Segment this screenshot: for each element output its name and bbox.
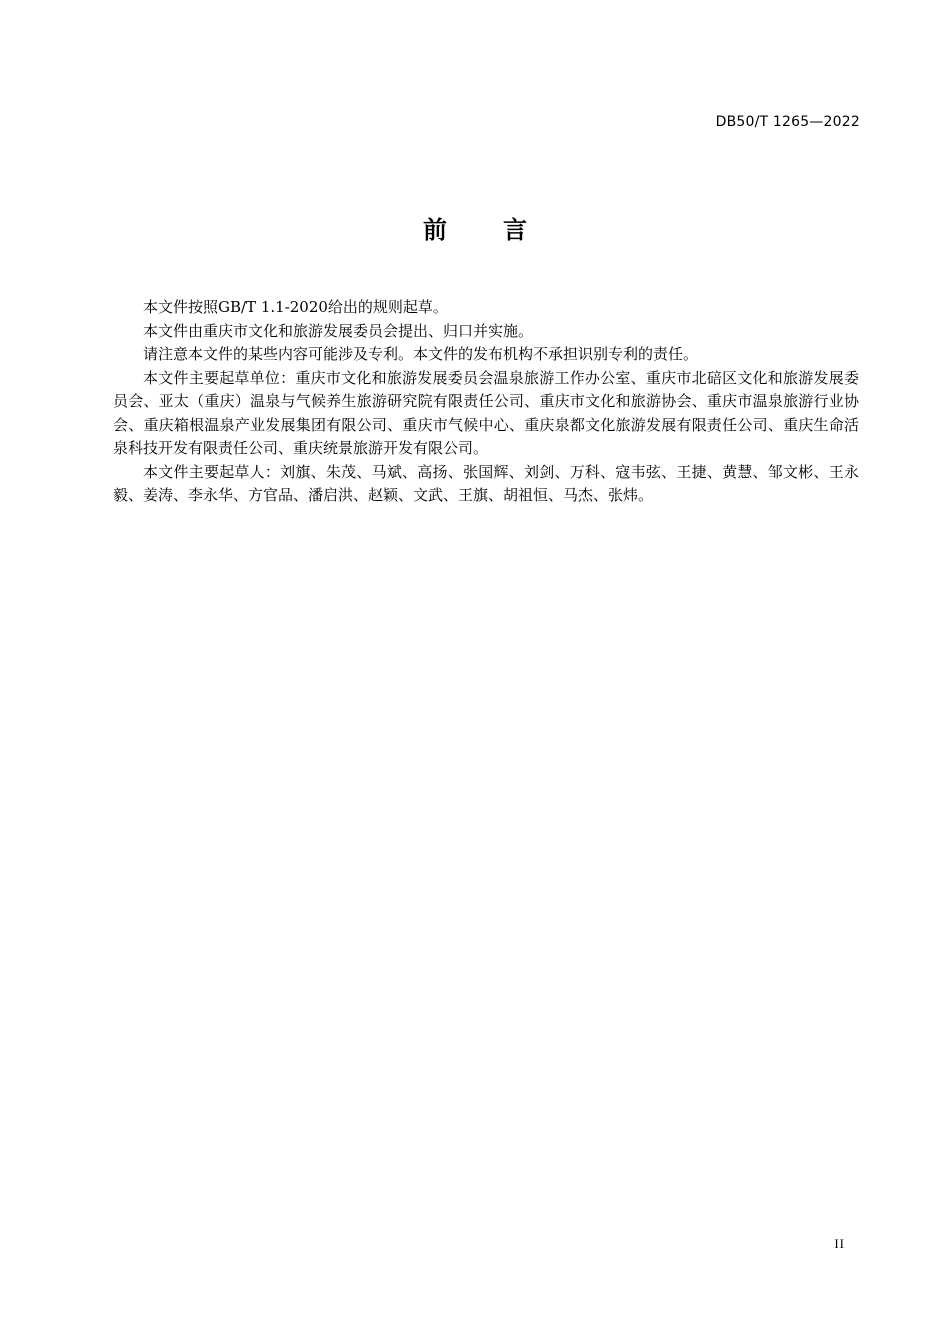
paragraph-drafting-rules: 本文件按照GB/T 1.1-2020给出的规则起草。 (143, 298, 448, 316)
paragraph-drafting-units: 本文件主要起草单位：重庆市文化和旅游发展委员会温泉旅游工作办公室、重庆市北碚区文化和旅游发展委员会、亚太（重庆）温泉与气候养生旅游研究院有限责任公司、重庆市文化和旅游协会、重庆市温泉旅游行业协会、重庆箱根温泉产业发展集团有限公司、重庆市气候中心、重庆泉都文化旅游发展有限责任公司、重庆生命活泉科技开发有限责任公司、重庆统景旅游开发有限公司。 (113, 368, 859, 457)
foreword-body (113, 296, 859, 508)
paragraph-proposer: 本文件由重庆市文化和旅游发展委员会提出、归口并实施。 (143, 321, 534, 340)
standard-code: DB50/T 1265—2022 (715, 114, 860, 130)
paragraph-patent-notice: 请注意本文件的某些内容可能涉及专利。本文件的发布机构不承担识别专利的责任。 (143, 345, 699, 363)
title-char-1: 前 (423, 216, 447, 244)
paragraph-drafters: 本文件主要起草人：刘旗、朱茂、马斌、高扬、张国辉、刘剑、万科、寇韦弦、王捷、黄慧、邹文彬、王永毅、姜涛、李永华、方官品、潘启洪、赵颖、文武、王旗、胡祖恒、马杰、张炜。 (113, 462, 859, 504)
page-number: II (834, 1236, 845, 1251)
page-title (0, 210, 950, 245)
title-char-2: 言 (503, 216, 527, 244)
